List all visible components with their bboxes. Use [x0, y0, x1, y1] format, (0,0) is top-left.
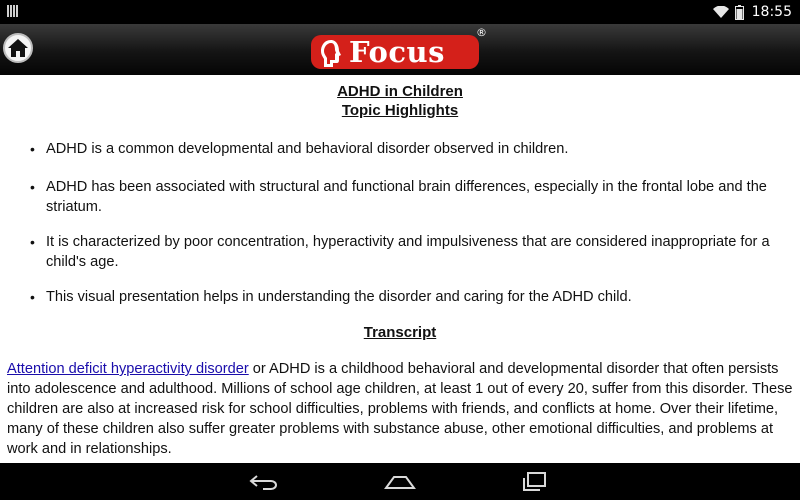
- recent-apps-button[interactable]: [514, 469, 554, 495]
- system-nav-bar: [0, 463, 800, 500]
- barcode-icon: [7, 5, 18, 17]
- list-item: ADHD has been associated with structural and functional brain differences, especially in the frontal lobe and the striatum.: [46, 179, 767, 215]
- list-item: It is characterized by poor concentration, hyperactivity and impulsiveness that are considered inappropriate for a child's age.: [46, 234, 770, 270]
- focus-logo: [311, 26, 487, 70]
- home-outline-icon: [384, 474, 416, 490]
- list-item: ADHD is a common developmental and behavioral disorder observed in children.: [46, 141, 569, 157]
- status-bar: [0, 0, 800, 24]
- recent-apps-icon: [521, 472, 547, 492]
- transcript-paragraph: [7, 359, 797, 459]
- back-icon: [249, 474, 279, 490]
- home-nav-button[interactable]: [380, 469, 420, 495]
- page-subtitle: Topic Highlights: [341, 102, 459, 119]
- page-title: ADHD in Children: [337, 83, 463, 100]
- home-button[interactable]: [3, 33, 33, 63]
- transcript-text: or ADHD is a childhood behavioral and developmental disorder that often persists into adolescence and adulthood. Millions of school age children, at least 1 out of every 20, suffer from this disorder. These children are also at increased risk for school difficulties, problems with friends, and conflicts at home. Over their lifetime, many of these children also suffer greater problems with substance abuse, other emotional difficulties, and problems at work and in relationships.: [7, 361, 793, 457]
- registered-mark: ®: [476, 26, 487, 39]
- clock: 18:55: [751, 4, 792, 20]
- wifi-icon: [713, 6, 729, 18]
- list-item: This visual presentation helps in understanding the disorder and caring for the ADHD child.: [46, 289, 632, 305]
- home-icon: [7, 38, 29, 58]
- bullet-marker: •: [30, 141, 35, 157]
- bullet-marker: •: [30, 289, 35, 305]
- content-area[interactable]: [0, 75, 800, 463]
- logo-text: Focus: [349, 35, 445, 69]
- bullet-marker: •: [30, 179, 35, 195]
- bullet-marker: •: [30, 234, 35, 250]
- head-profile-icon: [318, 38, 344, 68]
- adhd-definition-link[interactable]: Attention deficit hyperactivity disorder: [7, 361, 249, 377]
- battery-icon: [735, 5, 744, 20]
- status-indicators: [713, 0, 792, 24]
- app-bar: [0, 24, 800, 75]
- back-button[interactable]: [244, 469, 284, 495]
- transcript-heading: Transcript: [363, 324, 437, 341]
